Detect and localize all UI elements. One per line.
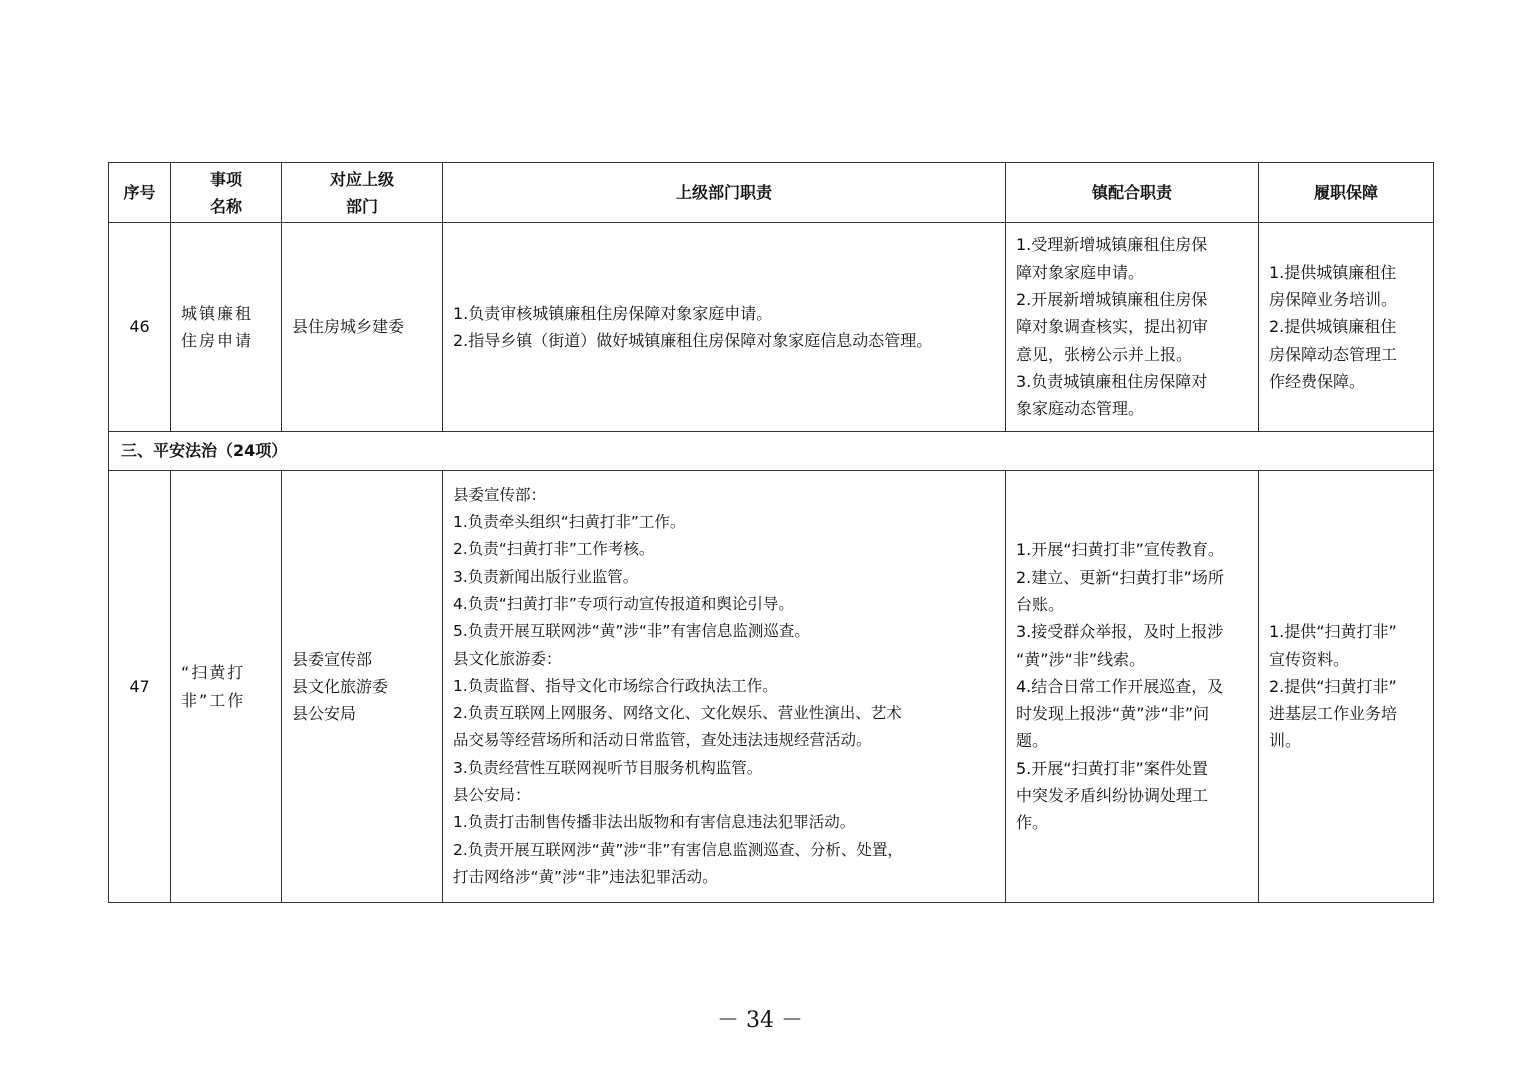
duty-table bbox=[108, 162, 1434, 903]
header-dept: 对应上级 部门 bbox=[282, 163, 443, 223]
header-seq: 序号 bbox=[109, 163, 171, 223]
section-row bbox=[109, 432, 1434, 471]
upper-duty-cell: 1.负责审核城镇廉租住房保障对象家庭申请。 2.指导乡镇（街道）做好城镇廉租住房保障对象家庭信息动态管理。 bbox=[443, 223, 1006, 432]
dept-cell: 县委宣传部 县文化旅游委 县公安局 bbox=[282, 471, 443, 903]
header-town-duty: 镇配合职责 bbox=[1006, 163, 1259, 223]
table-row-46 bbox=[109, 223, 1434, 432]
guarantee-cell: 1.提供城镇廉租住 房保障业务培训。 2.提供城镇廉租住 房保障动态管理工 作经费保障。 bbox=[1259, 223, 1434, 432]
town-duty-cell: 1.开展“扫黄打非”宣传教育。 2.建立、更新“扫黄打非”场所 台账。 3.接受群众举报，及时上报涉 “黄”涉“非”线索。 4.结合日常工作开展巡查，及 时发现上报涉“黄”涉“非”问 题。 5.开展“扫黄打非”案件处置 中突发矛盾纠纷协调处理工 作。 bbox=[1006, 471, 1259, 903]
guarantee-cell: 1.提供“扫黄打非” 宣传资料。 2.提供“扫黄打非” 进基层工作业务培 训。 bbox=[1259, 471, 1434, 903]
section-title: 三、平安法治（24项） bbox=[109, 432, 1434, 471]
page-number: － 34 － bbox=[717, 1008, 803, 1033]
town-duty-cell: 1.受理新增城镇廉租住房保 障对象家庭申请。 2.开展新增城镇廉租住房保 障对象调查核实，提出初审 意见，张榜公示并上报。 3.负责城镇廉租住房保障对 象家庭动态管理。 bbox=[1006, 223, 1259, 432]
item-name-cell: “扫黄打 非”工作 bbox=[171, 471, 282, 903]
table-row-47 bbox=[109, 471, 1434, 903]
header-item-name: 事项 名称 bbox=[171, 163, 282, 223]
seq-cell: 47 bbox=[109, 471, 171, 903]
item-name-cell: 城镇廉租 住房申请 bbox=[171, 223, 282, 432]
header-upper-duty: 上级部门职责 bbox=[443, 163, 1006, 223]
dept-cell: 县住房城乡建委 bbox=[282, 223, 443, 432]
seq-cell: 46 bbox=[109, 223, 171, 432]
upper-duty-cell: 县委宣传部： 1.负责牵头组织“扫黄打非”工作。 2.负责“扫黄打非”工作考核。 3.负责新闻出版行业监管。 4.负责“扫黄打非”专项行动宣传报道和舆论引导。 5.负责开展互联网涉“黄”涉“非”有害信息监测巡查。 县文化旅游委： 1.负责监督、指导文化市场综合行政执法工作。 2.负责互联网上网服务、网络文化、文化娱乐、营业性演出、艺术 品交易等经营场所和活动日常监管，查处违法违规经营活动。 3.负责经营性互联网视听节目服务机构监管。 县公安局： 1.负责打击制售传播非法出版物和有害信息违法犯罪活动。 2.负责开展互联网涉“黄”涉“非”有害信息监测巡查、分析、处置， 打击网络涉“黄”涉“非”违法犯罪活动。 bbox=[443, 471, 1006, 903]
table-header-row bbox=[109, 163, 1434, 223]
header-guarantee: 履职保障 bbox=[1259, 163, 1434, 223]
